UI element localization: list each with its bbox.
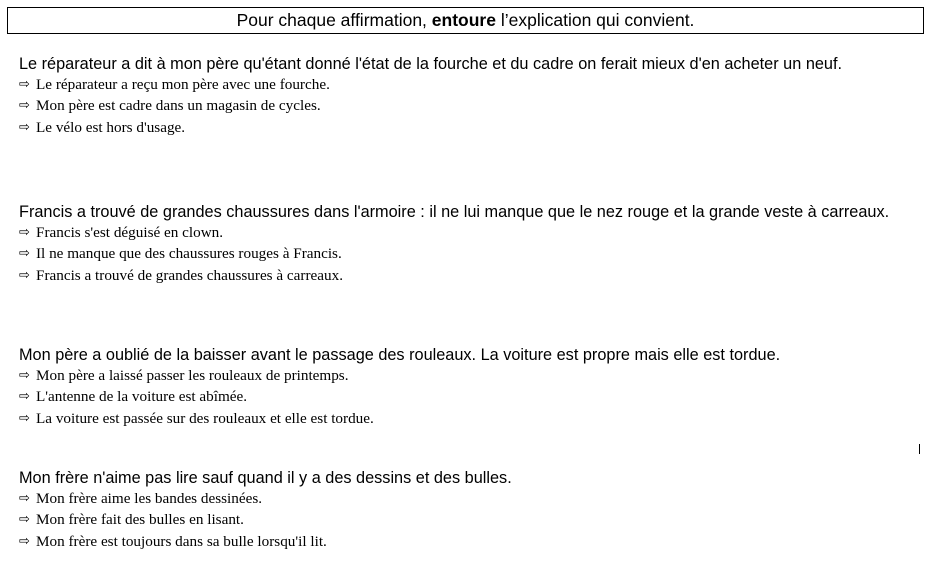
instruction-text-start: Pour chaque affirmation, (236, 10, 432, 30)
exercise-item-3 (19, 345, 919, 429)
option-text: Le réparateur a reçu mon père avec une fourche. (36, 76, 330, 93)
instruction-emphasis: entoure (431, 10, 496, 30)
option-text: Mon père est cadre dans un magasin de cycles. (36, 97, 321, 115)
exercise-item-2 (19, 202, 919, 286)
arrow-right-icon: ⇨ (19, 389, 30, 405)
arrow-right-icon: ⇨ (19, 77, 30, 93)
instruction-text-end: l’explication qui convient. (495, 10, 695, 30)
option[interactable] (19, 95, 919, 116)
option[interactable] (19, 408, 919, 429)
option-text: L'antenne de la voiture est abîmée. (36, 388, 248, 406)
option[interactable] (19, 222, 919, 243)
option-text: Francis s'est déguisé en clown. (36, 224, 224, 241)
option[interactable] (19, 488, 919, 509)
options-list (19, 74, 919, 138)
arrow-right-icon: ⇨ (19, 119, 30, 135)
arrow-right-icon: ⇨ (19, 410, 30, 426)
option[interactable] (19, 117, 919, 138)
arrow-right-icon: ⇨ (19, 368, 30, 384)
option-text: Mon père a laissé passer les rouleaux de printemps. (36, 367, 349, 384)
option[interactable] (19, 386, 919, 407)
instruction-header (7, 7, 924, 34)
arrow-right-icon: ⇨ (19, 98, 30, 114)
option-text: Mon frère aime les bandes dessinées. (36, 490, 263, 507)
statement: Mon père a oublié de la baisser avant le passage des rouleaux. La voiture est propre mais elle est tordue. (19, 346, 781, 364)
arrow-right-icon: ⇨ (19, 225, 30, 241)
arrow-right-icon: ⇨ (19, 246, 30, 262)
exercise-item-4 (19, 468, 919, 552)
statement: Le réparateur a dit à mon père qu'étant donné l'état de la fourche et du cadre on ferait mieux d'en acheter un neuf. (19, 55, 843, 73)
statement: Mon frère n'aime pas lire sauf quand il y a des dessins et des bulles. (19, 469, 512, 487)
arrow-right-icon: ⇨ (19, 533, 30, 549)
instruction-text (237, 10, 695, 31)
arrow-right-icon: ⇨ (19, 512, 30, 528)
options-list (19, 365, 919, 429)
option-text: Mon frère est toujours dans sa bulle lorsqu'il lit. (36, 532, 327, 550)
options-list (19, 222, 919, 286)
option[interactable] (19, 531, 919, 552)
stray-mark (919, 444, 920, 454)
options-list (19, 488, 919, 552)
statement: Francis a trouvé de grandes chaussures dans l'armoire : il ne lui manque que le nez rouge et la grande veste à carreaux. (19, 203, 890, 221)
option[interactable] (19, 509, 919, 530)
arrow-right-icon: ⇨ (19, 267, 30, 283)
option-text: La voiture est passée sur des rouleaux et elle est tordue. (36, 409, 374, 427)
option-text: Mon frère fait des bulles en lisant. (36, 511, 244, 529)
exercise-item-1 (19, 54, 919, 138)
option[interactable] (19, 74, 919, 95)
option[interactable] (19, 243, 919, 264)
option-text: Francis a trouvé de grandes chaussures à carreaux. (36, 266, 343, 284)
option[interactable] (19, 365, 919, 386)
option-text: Il ne manque que des chaussures rouges à Francis. (36, 245, 342, 263)
arrow-right-icon: ⇨ (19, 491, 30, 507)
option[interactable] (19, 265, 919, 286)
option-text: Le vélo est hors d'usage. (36, 118, 186, 136)
